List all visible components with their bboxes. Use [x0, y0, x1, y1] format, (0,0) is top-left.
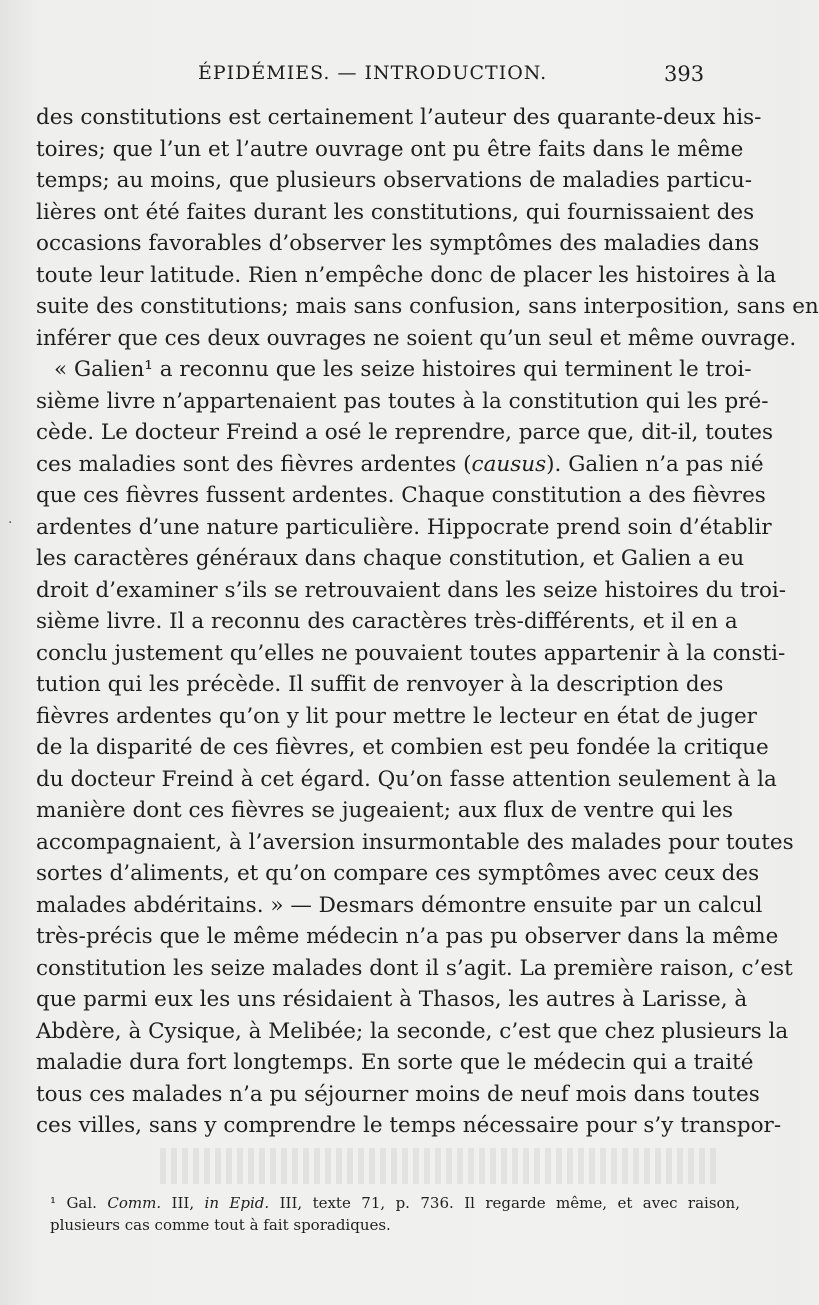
text-line: fièvres ardentes qu’on y lit pour mettre le lecteur en état de juger: [36, 703, 757, 729]
text-line: conclu justement qu’elles ne pouvaient toutes appartenir à la consti-: [36, 640, 786, 666]
text-line: maladie dura fort longtemps. En sorte que le médecin qui a traité: [36, 1050, 754, 1075]
footnotes: [50, 1192, 740, 1236]
text-line: les caractères généraux dans chaque constitution, et Galien a eu: [36, 546, 745, 571]
text-line: manière dont ces fièvres se jugeaient; aux flux de ventre qui les: [36, 798, 734, 823]
text-line: que parmi eux les uns résidaient à Thasos, les autres à Larisse, à: [36, 987, 748, 1012]
text-line: tution qui les précède. Il suffit de renvoyer à la description des: [36, 672, 724, 697]
text-line: Abdère, à Cysique, à Melibée; la seconde, c’est que chez plusieurs la: [36, 1018, 789, 1044]
text-line: toute leur latitude. Rien n’empêche donc de placer les histoires à la: [36, 262, 777, 288]
text-line: du docteur Freind à cet égard. Qu’on fasse attention seulement à la: [36, 766, 777, 792]
text-line: cède. Le docteur Freind a osé le reprendre, parce que, dit-il, toutes: [36, 420, 773, 445]
text-line: ces maladies sont des fièvres ardentes (causus). Galien n’a pas nié: [36, 451, 764, 477]
text-line: ces villes, sans y comprendre le temps nécessaire pour s’y transpor-: [36, 1113, 782, 1138]
text-line: toires; que l’un et l’autre ouvrage ont pu être faits dans le même: [36, 136, 744, 162]
footnote-line: ¹ Gal. Comm. III, in Epid. III, texte 71, p. 736. Il regarde même, et avec raison,: [50, 1194, 740, 1212]
text-line: suite des constitutions; mais sans confusion, sans interposition, sans en: [36, 294, 819, 319]
text-line: de la disparité de ces fièvres, et combien est peu fondée la critique: [36, 735, 769, 760]
text-line: occasions favorables d’observer les symptômes des maladies dans: [36, 231, 760, 256]
text-line: « Galien¹ a reconnu que les seize histoires qui terminent le troi-: [54, 357, 752, 382]
text-line: sième livre n’appartenaient pas toutes à la constitution qui les pré-: [36, 388, 769, 414]
text-line: sortes d’aliments, et qu’on compare ces symptômes avec ceux des: [36, 861, 760, 886]
text-line: ardentes d’une nature particulière. Hippocrate prend soin d’établir: [36, 514, 772, 540]
page-number: 393: [664, 62, 705, 86]
text-line: temps; au moins, que plusieurs observations de maladies particu-: [36, 168, 753, 193]
text-line: malades abdéritains. » — Desmars démontre ensuite par un calcul: [36, 892, 763, 918]
text-line: constitution les seize malades dont il s’agit. La première raison, c’est: [36, 955, 793, 981]
text-line: droit d’examiner s’ils se retrouvaient dans les seize histoires du troi-: [36, 577, 787, 603]
text-line: tous ces malades n’a pu séjourner moins de neuf mois dans toutes: [36, 1081, 760, 1107]
margin-mark: ·: [8, 515, 13, 531]
text-line: sième livre. Il a reconnu des caractères très-différents, et il en a: [36, 609, 738, 634]
text-line: que ces fièvres fussent ardentes. Chaque constitution a des fièvres: [36, 483, 766, 508]
body-text: [36, 102, 819, 1142]
text-line: des constitutions est certainement l’auteur des quarante-deux his-: [36, 105, 762, 130]
text-line: inférer que ces deux ouvrages ne soient qu’un seul et même ouvrage.: [36, 325, 797, 351]
text-line: très-précis que le même médecin n’a pas pu observer dans la même: [36, 924, 779, 949]
running-title: ÉPIDÉMIES. — INTRODUCTION.: [198, 62, 548, 84]
text-line: lières ont été faites durant les constitutions, qui fournissaient des: [36, 199, 755, 225]
running-head: [0, 62, 800, 92]
footnote-line: plusieurs cas comme tout à fait sporadiques.: [50, 1216, 391, 1234]
text-line: accompagnaient, à l’aversion insurmontable des malades pour toutes: [36, 829, 794, 855]
bleed-through-text: [160, 1148, 720, 1184]
